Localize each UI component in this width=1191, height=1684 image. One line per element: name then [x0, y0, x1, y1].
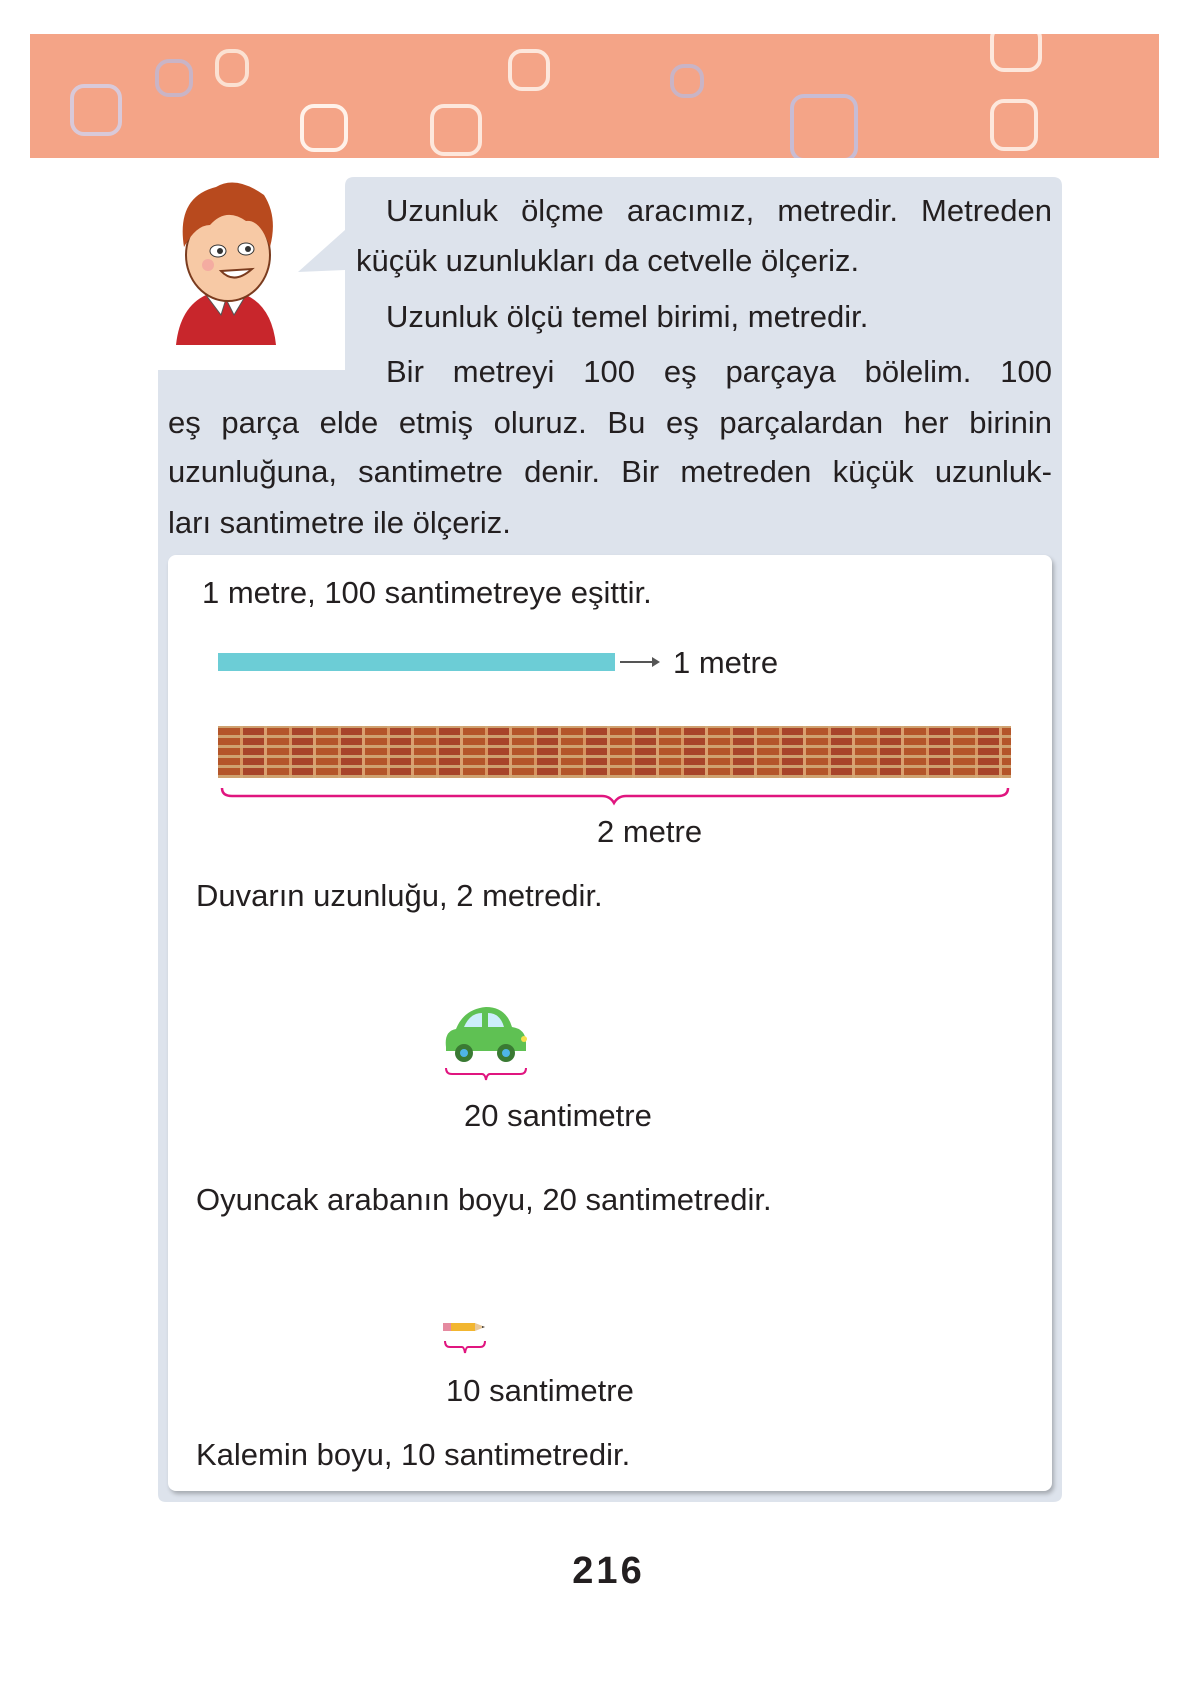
pencil-icon [443, 1320, 487, 1334]
boy-character-illustration [166, 177, 286, 345]
equality-statement: 1 metre, 100 santimetreye eşittir. [202, 575, 652, 610]
arrow-head-icon [652, 657, 660, 667]
intro-line: uzunluğuna, santimetre denir. Bir metreden küçük uzunluk- [168, 454, 1052, 489]
intro-line: Bir metreyi 100 eş parçaya bölelim. 100 [386, 354, 1052, 389]
one-metre-bar [218, 653, 615, 671]
wall-sentence: Duvarın uzunluğu, 2 metredir. [196, 878, 603, 913]
wall-brace-icon [218, 786, 1013, 806]
intro-line: Uzunluk ölçme aracımız, metredir. Metreden [386, 193, 1052, 228]
bar-label: 1 metre [673, 645, 779, 680]
wall-label: 2 metre [597, 814, 703, 849]
pencil-sentence: Kalemin boyu, 10 santimetredir. [196, 1437, 631, 1472]
car-brace-icon [444, 1066, 528, 1084]
car-sentence: Oyuncak arabanın boyu, 20 santimetredir. [196, 1182, 772, 1217]
pencil-brace-icon [443, 1339, 487, 1357]
toy-car-icon [442, 1003, 530, 1065]
examples-box [168, 555, 1052, 1491]
intro-line: Uzunluk ölçü temel birimi, metredir. [386, 299, 869, 334]
intro-line: eş parça elde etmiş oluruz. Bu eş parçalardan her birinin [168, 405, 1052, 440]
brick-wall-image [218, 726, 1011, 778]
page-number: 216 [572, 1550, 645, 1592]
intro-line: ları santimetre ile ölçeriz. [168, 505, 511, 540]
pencil-label: 10 santimetre [446, 1373, 634, 1408]
car-label: 20 santimetre [464, 1098, 652, 1133]
intro-line: küçük uzunlukları da cetvelle ölçeriz. [356, 243, 860, 278]
